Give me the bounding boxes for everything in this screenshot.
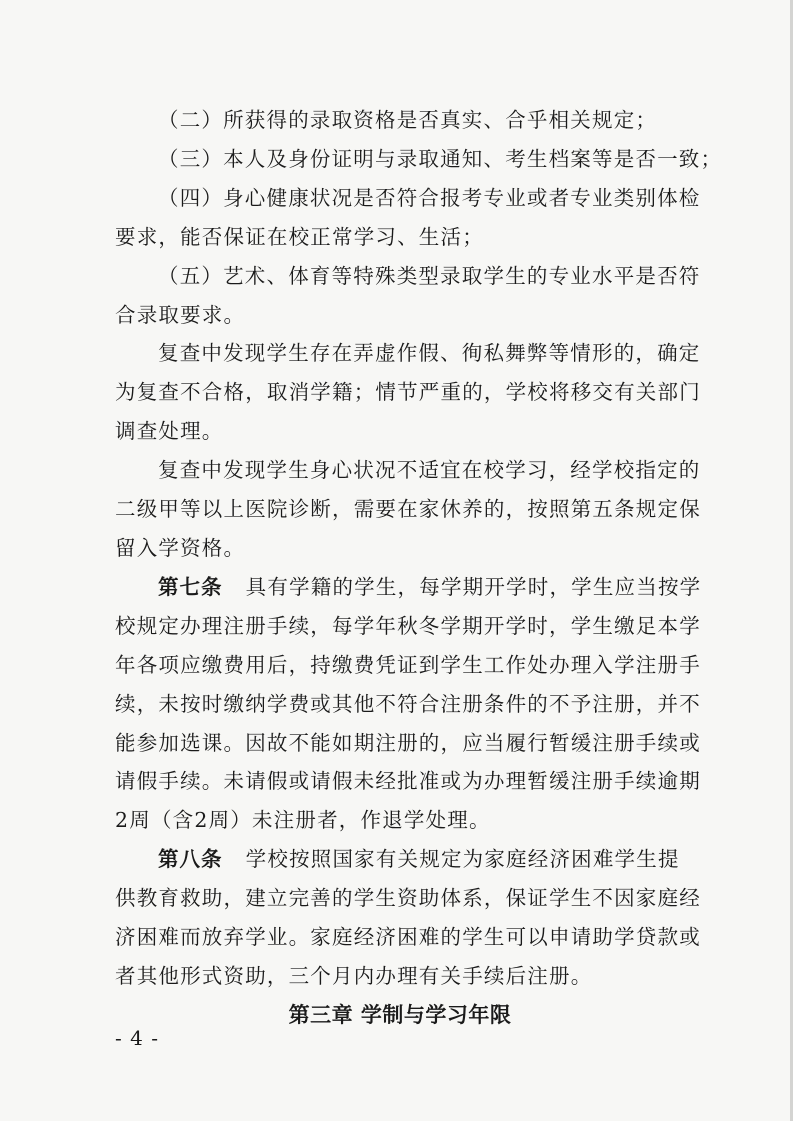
text-line: 者其他形式资助，三个月内办理有关手续后注册。 bbox=[115, 963, 593, 988]
text-line: 续，未按时缴纳学费或其他不符合注册条件的不予注册，并不 bbox=[115, 691, 701, 716]
text-line: 二级甲等以上医院诊断，需要在家休养的，按照第五条规定保 bbox=[115, 497, 701, 522]
paragraph-review-fraud bbox=[115, 334, 701, 451]
text-line bbox=[115, 840, 685, 879]
text-line: （四）身心健康状况是否符合报考专业或者专业类别体检 bbox=[158, 185, 701, 210]
article-7-first-line: 具有学籍的学生，每学期开学时，学生应当按学 bbox=[245, 574, 702, 599]
paragraph-review-item-2 bbox=[115, 101, 685, 140]
text-line: 能参加选课。因故不能如期注册的，应当履行暂缓注册手续或 bbox=[115, 730, 701, 755]
chapter-title: 第三章 学制与学习年限 bbox=[288, 1001, 512, 1027]
text-line: 合录取要求。 bbox=[115, 302, 246, 327]
text-line: 年各项应缴费用后，持缴费凭证到学生工作处办理入学注册手 bbox=[115, 652, 701, 677]
paragraph-review-item-3 bbox=[115, 140, 723, 179]
paragraph-review-item-4 bbox=[115, 179, 701, 257]
article-8 bbox=[115, 840, 701, 996]
text-line: 要求，能否保证在校正常学习、生活； bbox=[115, 224, 484, 249]
text-line bbox=[115, 568, 702, 607]
document-body bbox=[115, 101, 723, 1035]
page-number: - 4 - bbox=[115, 1026, 159, 1050]
article-8-heading: 第八条 bbox=[158, 847, 223, 872]
text-line: 2周（含2周）未注册者，作退学处理。 bbox=[115, 808, 491, 833]
text-line: （二）所获得的录取资格是否真实、合乎相关规定； bbox=[158, 108, 658, 132]
text-line: 校规定办理注册手续，每学年秋冬学期开学时，学生缴足本学 bbox=[115, 613, 701, 638]
text-line: （三）本人及身份证明与录取通知、考生档案等是否一致； bbox=[158, 146, 723, 171]
text-line: 济困难而放弃学业。家庭经济困难的学生可以申请助学贷款或 bbox=[115, 925, 701, 950]
paragraph-review-health bbox=[115, 451, 701, 568]
text-line: 为复查不合格，取消学籍；情节严重的，学校将移交有关部门 bbox=[115, 380, 701, 405]
paragraph-review-item-5 bbox=[115, 257, 701, 335]
article-8-first-line: 学校按照国家有关规定为家庭经济困难学生提 bbox=[245, 847, 680, 872]
text-line: 请假手续。未请假或请假未经批准或为办理暂缓注册手续逾期 bbox=[115, 769, 701, 794]
article-7-heading: 第七条 bbox=[158, 574, 223, 599]
text-line: 复查中发现学生身心状况不适宜在校学习，经学校指定的 bbox=[158, 458, 701, 483]
text-line: 复查中发现学生存在弄虚作假、徇私舞弊等情形的，确定 bbox=[158, 341, 701, 366]
article-7 bbox=[115, 568, 702, 840]
text-line: 调查处理。 bbox=[115, 419, 224, 444]
text-line: （五）艺术、体育等特殊类型录取学生的专业水平是否符 bbox=[158, 263, 701, 288]
text-line: 供教育救助，建立完善的学生资助体系，保证学生不因家庭经 bbox=[115, 886, 701, 911]
text-line: 留入学资格。 bbox=[115, 535, 246, 560]
